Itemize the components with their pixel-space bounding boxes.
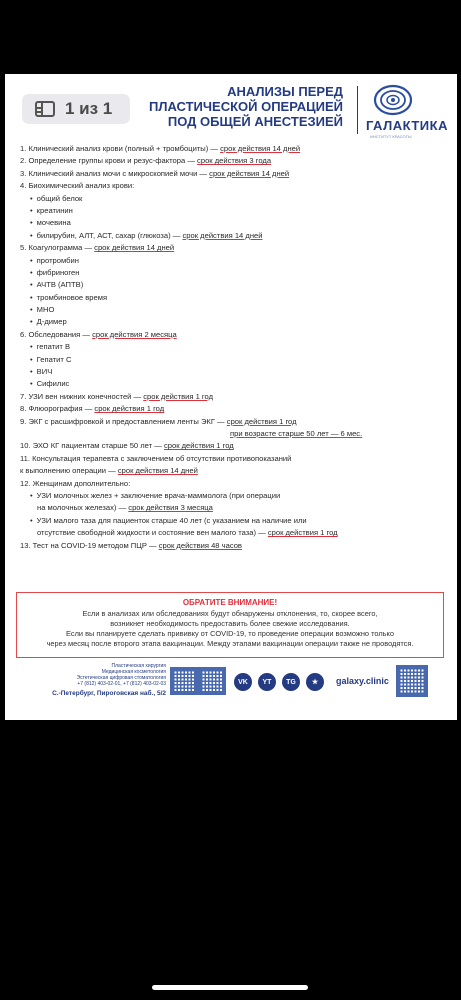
validity-period: срок действия 14 дней — [209, 168, 290, 178]
list-subitem — [20, 193, 440, 205]
list-item — [20, 242, 440, 254]
item-text: общий белок — [36, 193, 83, 203]
item-text: 2. Определение группы крови и резус-фактора — — [20, 156, 198, 166]
address: С.-Петербург, Пироговская наб., 5/2 — [52, 690, 166, 697]
item-text: билирубин, АЛТ, АСТ, сахар (глюкоза) — — [36, 230, 183, 240]
validity-period: срок действия 2 месяца — [92, 329, 177, 339]
validity-period: срок действия 14 дней — [220, 144, 301, 153]
item-text: 5. Коагулограмма — — [20, 243, 95, 253]
document-title — [123, 84, 343, 129]
list-item — [20, 465, 440, 477]
validity-period: срок действия 1 год — [163, 441, 234, 451]
item-text: 13. Тест на COVID-19 методом ПЦР — — [20, 540, 159, 550]
list-subitem — [20, 341, 440, 353]
footer — [20, 663, 440, 703]
list-subitem — [20, 354, 440, 366]
validity-period: срок действия 1 год — [94, 404, 165, 414]
star-icon[interactable]: ★ — [306, 673, 324, 691]
item-text: креатинин — [36, 205, 73, 215]
analysis-list — [20, 143, 440, 552]
logo-subtitle: ИНСТИТУТ КРАСОТЫ — [370, 134, 412, 139]
title-line: ПОД ОБЩЕЙ АНЕСТЕЗИЕЙ — [167, 114, 343, 129]
title-line: АНАЛИЗЫ ПЕРЕД — [227, 84, 343, 99]
qr-code-icon — [198, 667, 226, 695]
attention-line: Если вы планируете сделать прививку от COVID-19, то проведение операции возможно только — [66, 629, 394, 638]
list-item — [20, 403, 440, 415]
attention-line: через месяц после второго этапа вакцинации. Между этапами вакцинации операции также не проводятся. — [46, 639, 414, 648]
validity-period: срок действия 14 дней — [94, 243, 175, 253]
list-subitem — [20, 366, 440, 378]
galaxy-logo-icon — [372, 82, 414, 118]
item-text: 6. Обследования — — [20, 329, 93, 339]
validity-period: при возрасте старше 50 лет — 6 мес. — [230, 428, 363, 438]
qr-code-icon — [396, 665, 428, 697]
item-text: отсутствие свободной жидкости и состояние вен малого таза) — — [37, 528, 268, 538]
list-item — [20, 540, 440, 552]
list-item — [20, 155, 440, 167]
list-subitem — [20, 292, 440, 304]
page-counter[interactable] — [22, 94, 130, 124]
list-item — [20, 416, 440, 428]
validity-period: срок действия 48 часов — [158, 540, 242, 550]
validity-period: срок действия 1 год — [267, 528, 338, 538]
list-item — [20, 391, 440, 403]
attention-box — [16, 592, 444, 658]
list-item — [20, 329, 440, 341]
item-text: тромбиновое время — [36, 292, 108, 302]
list-subitem — [20, 304, 440, 316]
service-line: Пластическая хирургия — [111, 663, 166, 669]
list-item — [20, 440, 440, 452]
list-subitem — [20, 316, 440, 328]
vk-icon[interactable]: VK — [234, 673, 252, 691]
list-subitem — [20, 279, 440, 291]
item-text: Д-димер — [36, 317, 67, 327]
validity-period: срок действия 3 месяца — [128, 503, 213, 513]
website-link[interactable]: galaxy.clinic — [336, 676, 389, 686]
item-text: Сифилис — [36, 379, 70, 389]
list-subitem — [20, 267, 440, 279]
validity-period: срок действия 3 года — [197, 156, 272, 166]
item-text: гепатит В — [36, 342, 71, 352]
title-line: ПЛАСТИЧЕСКОЙ ОПЕРАЦИЕЙ — [149, 99, 343, 114]
list-subitem — [20, 515, 440, 527]
item-text: мочевина — [36, 218, 71, 228]
service-line: Эстетическая цифровая стоматология — [76, 675, 166, 681]
validity-period: срок действия 14 дней — [182, 230, 263, 240]
list-item — [20, 143, 440, 155]
list-subitem — [20, 230, 440, 242]
attention-body — [27, 609, 433, 649]
telegram-icon[interactable]: TG — [282, 673, 300, 691]
item-text: Гепатит С — [36, 354, 72, 364]
list-item — [20, 428, 440, 440]
list-subitem — [20, 217, 440, 229]
youtube-icon[interactable]: YT — [258, 673, 276, 691]
attention-line: Если в анализах или обследованиях будут обнаружены отклонения, то, скорее всего, — [82, 609, 378, 618]
service-line: Медицинская косметология — [101, 669, 166, 675]
sidebar-icon — [35, 101, 55, 117]
footer-contacts — [20, 663, 166, 697]
phones: +7 (812) 403-02-01, +7 (812) 403-02-03 — [77, 681, 166, 687]
list-subitem — [20, 378, 440, 390]
validity-period: срок действия 1 год — [143, 391, 214, 401]
list-item — [20, 502, 440, 514]
logo-name: ГАЛАКТИКА — [366, 118, 448, 133]
page-counter-text: 1 из 1 — [65, 99, 113, 118]
item-text: 7. УЗИ вен нижних конечностей — — [20, 391, 144, 401]
list-item — [20, 453, 440, 465]
qr-code-icon — [170, 667, 198, 695]
item-text: МНО — [36, 305, 55, 315]
attention-title: ОБРАТИТЕ ВНИМАНИЕ! — [182, 598, 278, 607]
item-text: 10. ЭХО КГ пациентам старше 50 лет — — [20, 441, 164, 451]
item-text: АЧТВ (АПТВ) — [36, 280, 84, 290]
list-item — [20, 180, 440, 192]
validity-period: срок действия 1 год — [226, 416, 297, 426]
item-text: УЗИ молочных желез + заключение врача-маммолога (при операции — [36, 490, 281, 500]
item-text: 3. Клинический анализ мочи с микроскопией мочи — — [20, 168, 210, 178]
item-text: фибриноген — [36, 267, 80, 277]
list-subitem — [20, 205, 440, 217]
validity-period: срок действия 14 дней — [117, 466, 198, 476]
list-item — [20, 168, 440, 180]
home-indicator[interactable] — [152, 985, 308, 990]
item-text: 4. Биохимический анализ крови: — [20, 181, 135, 191]
list-subitem — [20, 255, 440, 267]
item-text: 9. ЭКГ с расшифровкой и предоставлением ленты ЭКГ — — [20, 416, 227, 426]
clinic-logo — [366, 82, 448, 142]
list-subitem — [20, 490, 440, 502]
item-text: 1. Клинический анализ крови (полный + тромбоциты) — — [20, 144, 221, 153]
item-text: 8. Флюорография — — [20, 404, 95, 414]
item-text: протромбин — [36, 255, 79, 265]
item-text: 12. Женщинам дополнительно: — [20, 478, 131, 488]
list-item — [20, 478, 440, 490]
item-text: ВИЧ — [36, 367, 53, 377]
item-text: 11. Консультация терапевта с заключением об отсутствии противопоказаний — [20, 453, 292, 463]
item-text: УЗИ малого таза для пациенток старше 40 лет (с указанием на наличие или — [36, 515, 307, 525]
item-text: к выполнению операции — — [20, 466, 118, 476]
title-divider — [357, 86, 358, 134]
list-item — [20, 527, 440, 539]
item-text: на молочных железах) — — [37, 503, 129, 513]
attention-line: возникнет необходимость предоставить более свежие исследования. — [110, 619, 350, 628]
